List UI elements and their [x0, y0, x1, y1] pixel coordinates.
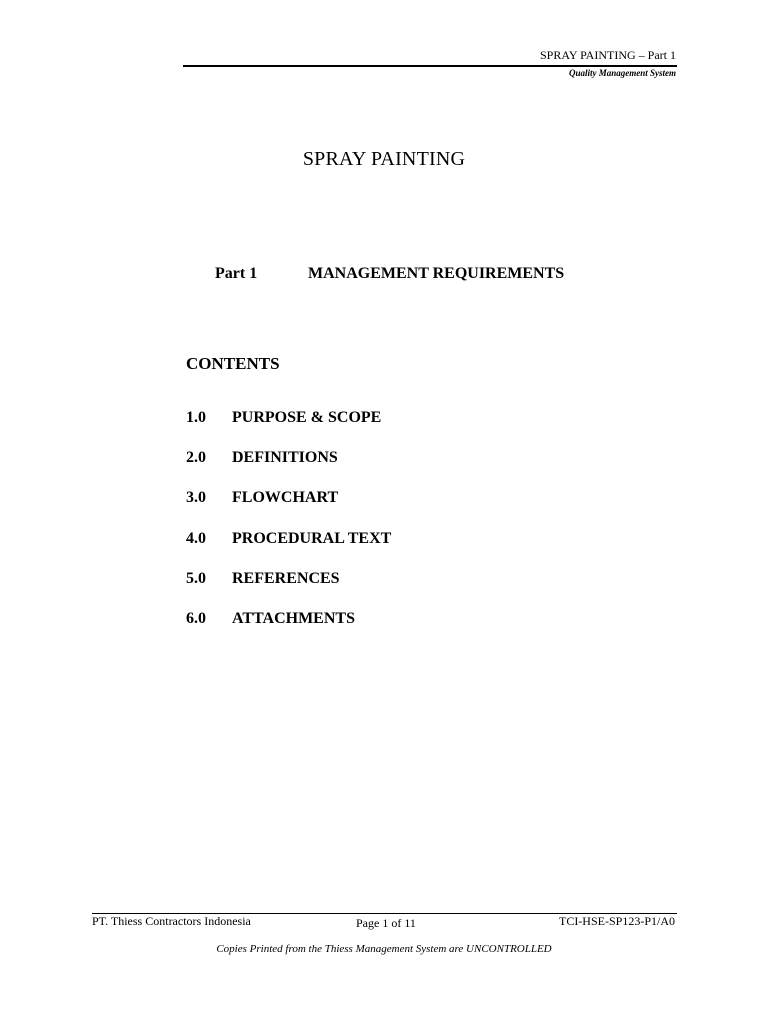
header-title: SPRAY PAINTING – Part 1: [539, 48, 676, 62]
toc-item-number: 6.0: [186, 610, 206, 627]
toc-item-title: PURPOSE & SCOPE: [232, 409, 382, 426]
header-subtitle: Quality Management System: [568, 68, 676, 78]
header-divider: [183, 65, 677, 67]
toc-item-title: ATTACHMENTS: [232, 610, 355, 627]
toc-item-number: 1.0: [186, 409, 206, 426]
part-name: MANAGEMENT REQUIREMENTS: [308, 265, 565, 282]
footer-page-number: Page 1 of 11: [356, 916, 416, 930]
footer-uncontrolled-note: Copies Printed from the Thiess Management System are UNCONTROLLED: [216, 943, 552, 955]
contents-heading: CONTENTS: [186, 354, 280, 373]
toc-item-title: REFERENCES: [232, 570, 340, 587]
toc-item-title: FLOWCHART: [232, 489, 339, 506]
toc-item-number: 5.0: [186, 570, 206, 587]
footer-document-code: TCI-HSE-SP123-P1/A0: [558, 914, 675, 928]
toc-item-title: DEFINITIONS: [232, 449, 338, 466]
toc-item-number: 4.0: [186, 530, 206, 547]
part-label: Part 1: [215, 265, 258, 282]
toc-item-number: 2.0: [186, 449, 206, 466]
footer-company: PT. Thiess Contractors Indonesia: [92, 914, 251, 928]
document-title: SPRAY PAINTING: [302, 148, 466, 170]
toc-item-number: 3.0: [186, 489, 206, 506]
toc-item-title: PROCEDURAL TEXT: [232, 530, 392, 547]
